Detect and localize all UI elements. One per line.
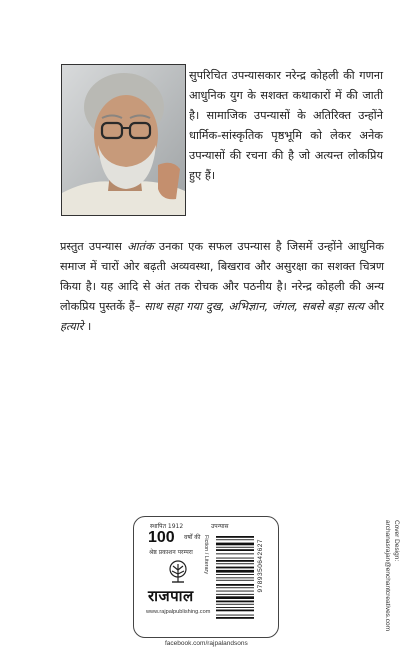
desc-body: उनका एक सफल उपन्यास है जिसमें उन्होंने आधुनिक समाज में चारों ओर बढ़ती अव्यवस्था, बिखराव और असुरक्षा का सशक्त चित्रण किया है। यह आदि से अंत तक रोचक और पठनीय है। नरेन्द्र कोहली की अन्य लोकप्रिय पुस्तकें हैं– bbox=[60, 240, 384, 313]
desc-books: साथ सहा गया दुख, अभिज्ञान, जंगल, सबसे बड़ा सत्य bbox=[144, 300, 364, 313]
desc-last-book: हत्यारे bbox=[60, 320, 84, 333]
cover-design-credit bbox=[383, 520, 401, 631]
cover-credit-label: Cover Design: bbox=[393, 520, 400, 562]
genre-hindi: उपन्यास bbox=[211, 523, 229, 530]
isbn-number: 9789350642627 bbox=[257, 539, 264, 593]
hundred-years-number: 100 bbox=[148, 529, 175, 546]
category-label: Fiction / Literary bbox=[203, 535, 209, 575]
isbn-barcode bbox=[214, 533, 256, 629]
desc-lead: प्रस्तुत उपन्यास bbox=[60, 240, 128, 253]
established-text: स्थापित 1912 bbox=[150, 523, 184, 530]
desc-end: । bbox=[83, 320, 92, 333]
publisher-website: www.rajpalpublishing.com bbox=[146, 609, 211, 615]
tradition-text: श्रेष्ठ प्रकाशन परम्परा bbox=[149, 549, 193, 556]
tree-logo-icon bbox=[166, 560, 190, 588]
author-bio: सुपरिचित उपन्यासकार नरेन्द्र कोहली की गणना आधुनिक युग के सशक्त कथाकारों में की जाती है। सामाजिक उपन्यासों के अतिरिक्त उन्होंने धार्मिक-सांस्कृतिक पृष्ठभूमि को लेकर अनेक उपन्यासों की रचना की है जो अत्यन्त लोकप्रिय हुए हैं। bbox=[189, 69, 383, 182]
facebook-link: facebook.com/rajpalandsons bbox=[165, 640, 248, 647]
desc-conj: और bbox=[364, 300, 385, 313]
desc-title: आतंक bbox=[127, 240, 154, 253]
hundred-years-label: वर्षों की bbox=[184, 534, 201, 541]
publisher-box bbox=[133, 516, 279, 638]
author-photo bbox=[61, 64, 186, 216]
cover-credit-email: archanasrajan@enchantcreatives.com bbox=[384, 520, 391, 632]
book-description bbox=[60, 237, 384, 337]
publisher-brand: राजपाल bbox=[148, 587, 194, 605]
